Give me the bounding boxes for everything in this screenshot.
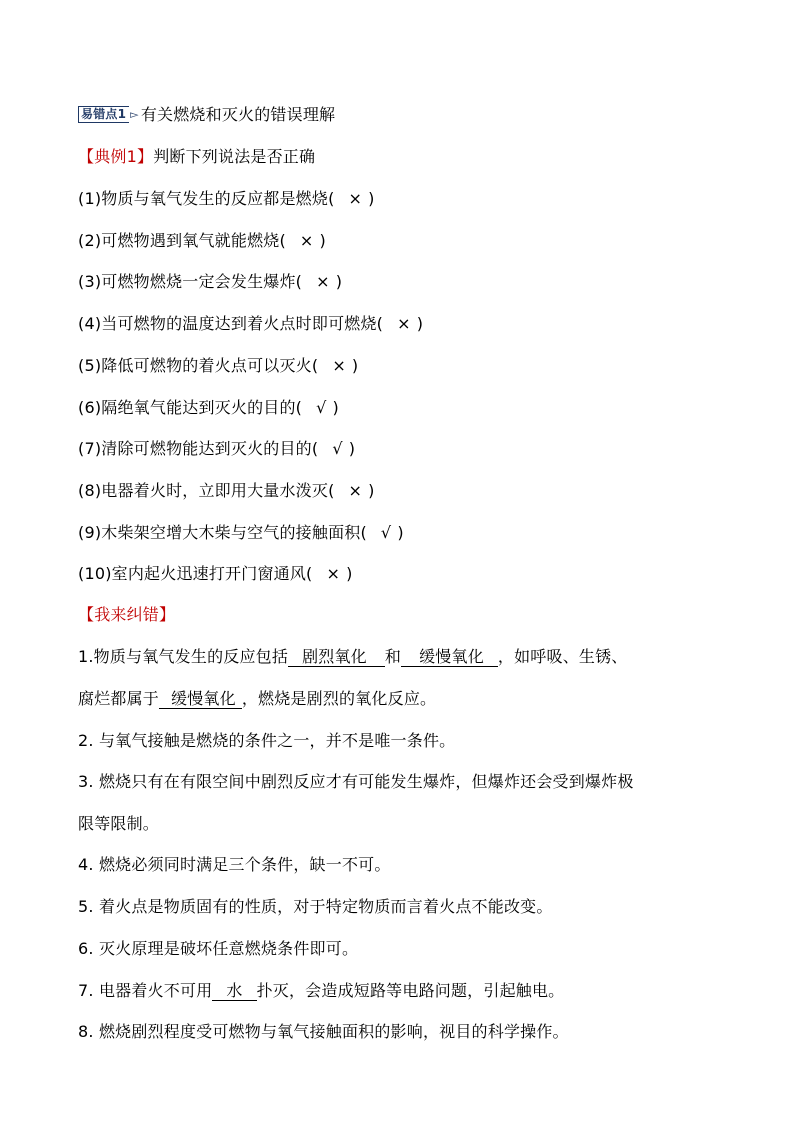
judgement-item-10: (10)室内起火迅速打开门窗通风( × ) <box>78 564 353 583</box>
p1-text-d: 腐烂都属于 <box>78 689 160 708</box>
correction-paragraph-7 <box>78 980 564 1002</box>
item-text: (2)可燃物遇到氧气就能燃烧( <box>78 231 286 250</box>
correction-paragraph-6: 6. 灭火原理是破坏任意燃烧条件即可。 <box>78 939 359 958</box>
correction-paragraph-2: 2. 与氧气接触是燃烧的条件之一，并不是唯一条件。 <box>78 731 456 750</box>
fill-blank: 缓慢氧化 <box>159 689 242 709</box>
item-answer: × <box>348 481 363 500</box>
correction-paragraph-5: 5. 着火点是物质固有的性质，对于特定物质而言着火点不能改变。 <box>78 897 553 916</box>
arrow-icon: ▻ <box>130 108 139 121</box>
p1-text-a: 1.物质与氧气发生的反应包括 <box>78 647 289 666</box>
item-text: (4)当可燃物的温度达到着火点时即可燃烧( <box>78 314 384 333</box>
judgement-item-8: (8)电器着火时，立即用大量水泼灭( × ) <box>78 481 375 500</box>
item-answer: × <box>348 189 363 208</box>
item-answer: × <box>299 231 314 250</box>
item-text: (9)木柴架空增大木柴与空气的接触面积( <box>78 523 367 542</box>
item-answer: × <box>397 314 411 333</box>
correction-paragraph-4: 4. 燃烧必须同时满足三个条件，缺一不可。 <box>78 855 391 874</box>
judgement-item-5: (5)降低可燃物的着火点可以灭火( × ) <box>78 356 359 375</box>
item-text: (1)物质与氧气发生的反应都是燃烧( <box>78 189 335 208</box>
correction-paragraph-3: 3. 燃烧只有在有限空间中剧烈反应才有可能发生爆炸，但爆炸还会受到爆炸极 <box>78 772 634 791</box>
fill-blank: 剧烈氧化 <box>288 647 385 667</box>
p1-text-c: ，如呼吸、生锈、 <box>497 647 628 666</box>
item-text: (3)可燃物燃烧一定会发生爆炸( <box>78 272 303 291</box>
judgement-item-3: (3)可燃物燃烧一定会发生爆炸( × ) <box>78 272 343 291</box>
item-text: (10)室内起火迅速打开门窗通风( <box>78 564 313 583</box>
item-answer: √ <box>316 398 327 417</box>
section-title: 有关燃烧和灭火的错误理解 <box>140 105 336 124</box>
p7-text-a: 7. 电器着火不可用 <box>78 981 213 1000</box>
judgement-item-7: (7)清除可燃物能达到灭火的目的( √ ) <box>78 439 356 458</box>
example-heading <box>78 146 315 168</box>
correction-paragraph-3-cont: 限等限制。 <box>78 814 160 833</box>
section-badge: 易错点1 <box>78 106 129 123</box>
item-answer: × <box>316 272 330 291</box>
judgement-item-9: (9)木柴架空增大木柴与空气的接触面积( √ ) <box>78 523 404 542</box>
p1-text-e: ，燃烧是剧烈的氧化反应。 <box>241 689 437 708</box>
item-answer: × <box>332 356 346 375</box>
item-answer: √ <box>332 439 343 458</box>
item-answer: √ <box>380 523 392 542</box>
correction-paragraph-8: 8. 燃烧剧烈程度受可燃物与氧气接触面积的影响，视目的科学操作。 <box>78 1022 569 1041</box>
p7-text-b: 扑灭，会造成短路等电路问题，引起触电。 <box>256 981 565 1000</box>
correction-paragraph-1-cont <box>78 688 436 710</box>
judgement-item-2: (2)可燃物遇到氧气就能燃烧( × ) <box>78 231 326 250</box>
section-heading <box>78 104 335 126</box>
item-text: (6)隔绝氧气能达到灭火的目的( <box>78 398 303 417</box>
item-text: (8)电器着火时，立即用大量水泼灭( <box>78 481 335 500</box>
example-label: 【典例1】 <box>78 147 154 166</box>
p1-text-b: 和 <box>384 647 402 666</box>
judgement-item-6: (6)隔绝氧气能达到灭火的目的( √ ) <box>78 398 339 417</box>
item-text: (7)清除可燃物能达到灭火的目的( <box>78 439 319 458</box>
fill-blank: 缓慢氧化 <box>401 647 498 667</box>
judgement-item-1: (1)物质与氧气发生的反应都是燃烧( × ) <box>78 189 375 208</box>
item-text: (5)降低可燃物的着火点可以灭火( <box>78 356 319 375</box>
example-prompt: 判断下列说法是否正确 <box>153 147 316 166</box>
fill-blank: 水 <box>212 981 256 1001</box>
item-answer: × <box>326 564 341 583</box>
correction-heading: 【我来纠错】 <box>78 605 176 624</box>
judgement-item-4: (4)当可燃物的温度达到着火点时即可燃烧( × ) <box>78 314 424 333</box>
correction-paragraph-1 <box>78 646 628 668</box>
